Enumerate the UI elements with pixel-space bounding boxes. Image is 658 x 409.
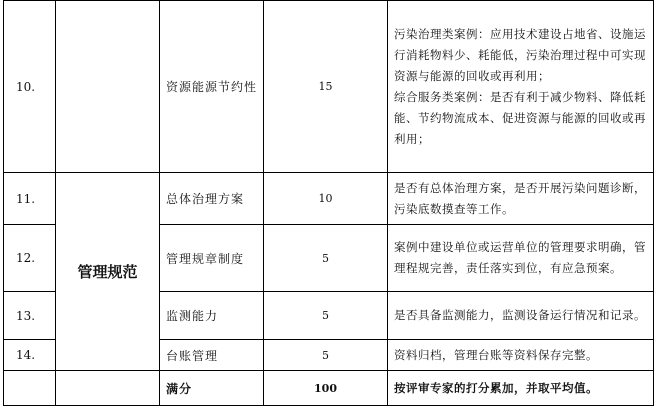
standard-line: 资料归档，管理台账等资料保存完整。: [394, 347, 598, 362]
row-number: 12.: [4, 225, 56, 292]
table-row: [4, 1, 654, 173]
total-label: 满分: [160, 371, 264, 406]
evaluation-table: [3, 0, 654, 406]
item-score: 10: [264, 173, 388, 225]
item-name: 管理规章制度: [160, 225, 264, 292]
row-number: 11.: [4, 173, 56, 225]
row-number: 10.: [4, 1, 56, 173]
category-cell-empty: [56, 1, 160, 173]
table-row: [4, 173, 654, 225]
standard-line: 是否有总体治理方案，是否开展污染问题诊断，污染底数摸查等工作。: [394, 180, 646, 216]
row-number-empty: [4, 371, 56, 406]
item-name: 监测能力: [160, 292, 264, 340]
item-standard: [388, 1, 654, 173]
total-score: 100: [264, 371, 388, 406]
standard-line: 综合服务类案例：是否有利于减少物料、降低耗能、节约物流成本、促进资源与能源的回收或再利用；: [394, 89, 646, 146]
total-note: 按评审专家的打分累加，并取平均值。: [388, 371, 654, 406]
item-standard: [388, 292, 654, 340]
item-name: 总体治理方案: [160, 173, 264, 225]
standard-line: 案例中建设单位或运营单位的管理要求明确，管理程规完善，责任落实到位，有应急预案。: [394, 240, 646, 275]
item-score: 5: [264, 225, 388, 292]
item-score: 5: [264, 292, 388, 340]
item-name: 资源能源节约性: [160, 1, 264, 173]
row-number: 13.: [4, 292, 56, 340]
item-score: 5: [264, 340, 388, 371]
category-cell: 管理规范: [56, 173, 160, 371]
item-standard: [388, 340, 654, 371]
standard-line: 是否具备监测能力，监测设备运行情况和记录。: [394, 308, 646, 322]
item-name: 台账管理: [160, 340, 264, 371]
total-row: [4, 371, 654, 406]
row-number: 14.: [4, 340, 56, 371]
category-cell-empty: [56, 371, 160, 406]
item-standard: [388, 173, 654, 225]
standard-line: 污染治理类案例：应用技术建设占地省、设施运行消耗物料少、耗能低，污染治理过程中可实现资源与能源的回收或再利用；: [394, 26, 646, 83]
item-standard: [388, 225, 654, 292]
item-score: 15: [264, 1, 388, 173]
